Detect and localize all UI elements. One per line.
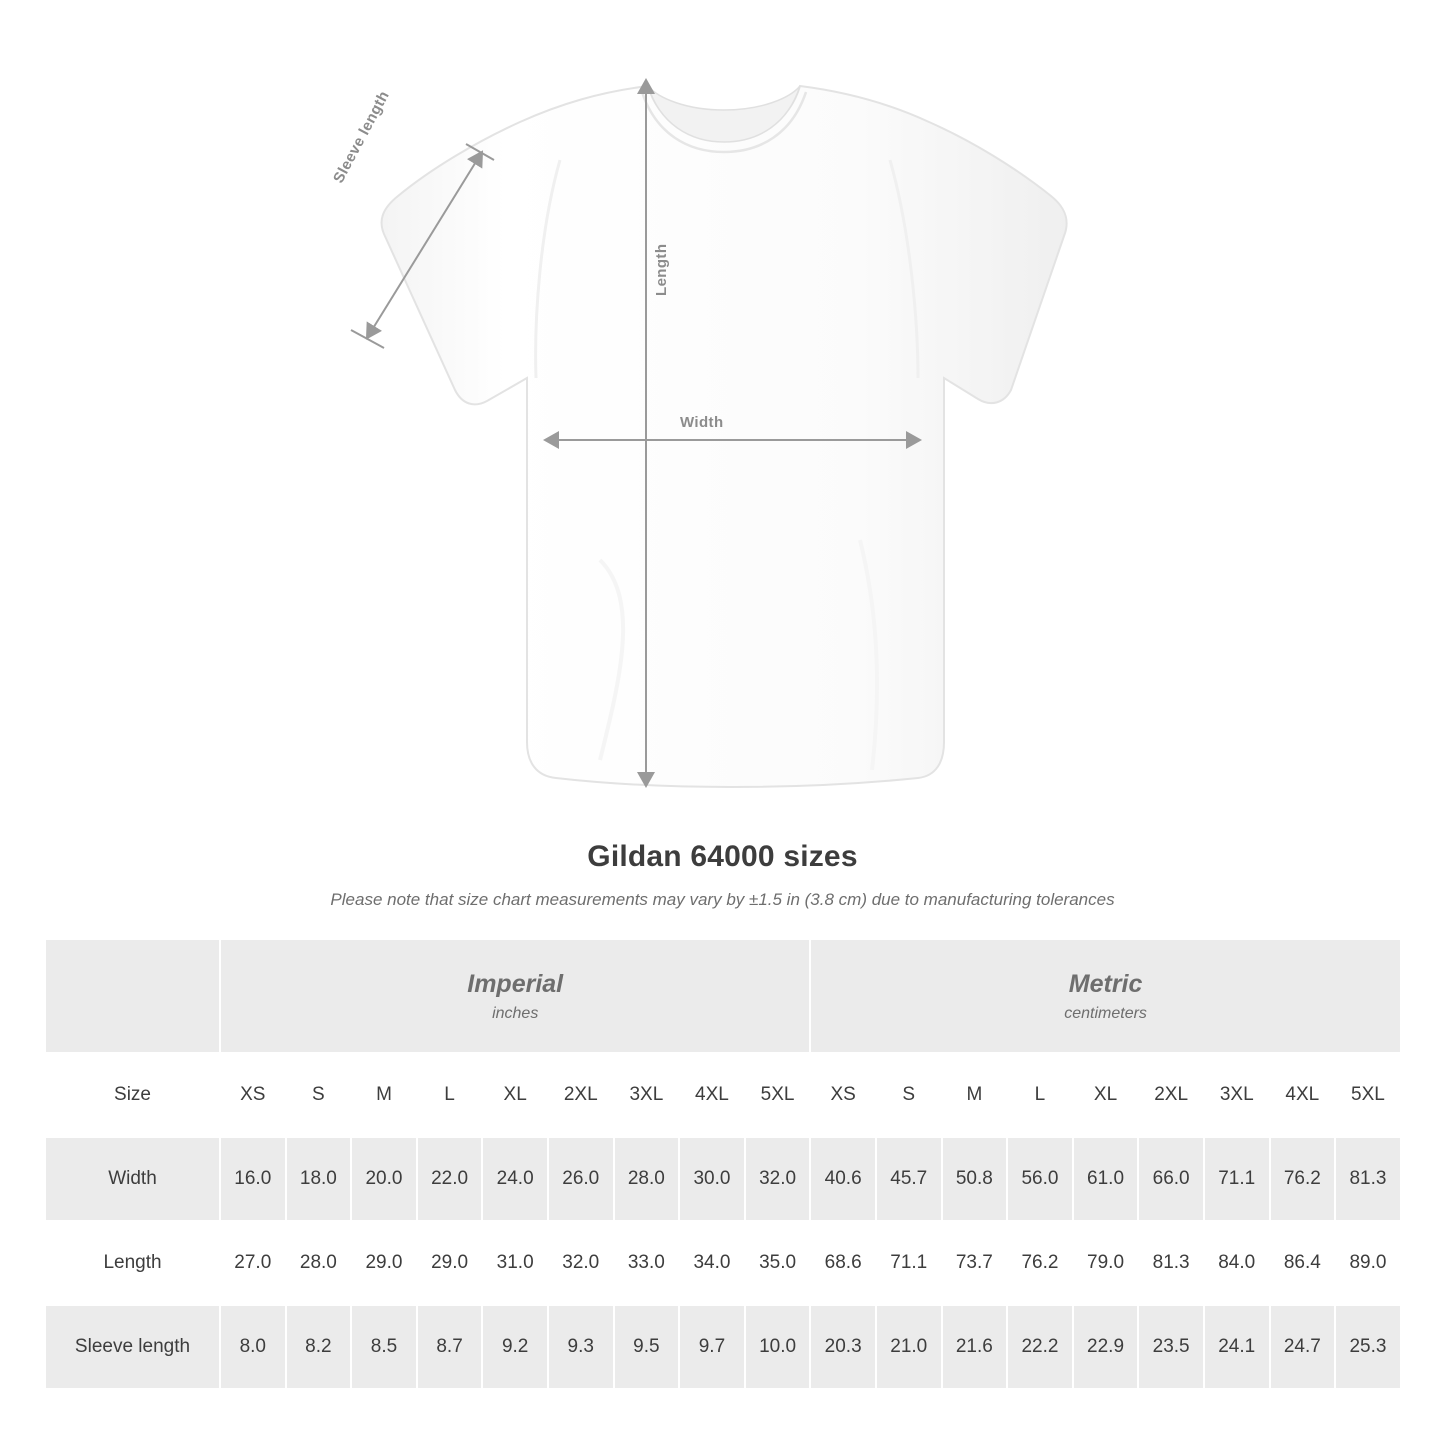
unit-metric-sub: centimeters [1064, 1004, 1147, 1022]
length-met-1: 71.1 [876, 1221, 942, 1305]
size-table-wrap [44, 938, 1401, 1390]
sleeve-imp-5: 9.3 [548, 1305, 614, 1389]
row-label-width: Width [45, 1137, 220, 1221]
sleeve-imp-4: 9.2 [482, 1305, 548, 1389]
row-label-length: Length [45, 1221, 220, 1305]
size-header-met-7: 4XL [1270, 1053, 1336, 1137]
sleeve-met-1: 21.0 [876, 1305, 942, 1389]
length-imp-7: 34.0 [679, 1221, 745, 1305]
unit-imperial-title: Imperial [467, 970, 564, 999]
width-imp-2: 20.0 [351, 1137, 417, 1221]
unit-header-blank [45, 939, 220, 1053]
length-met-3: 76.2 [1007, 1221, 1073, 1305]
length-imp-0: 27.0 [220, 1221, 286, 1305]
sleeve-imp-1: 8.2 [286, 1305, 352, 1389]
sleeve-imp-2: 8.5 [351, 1305, 417, 1389]
sleeve-imp-7: 9.7 [679, 1305, 745, 1389]
width-met-4: 61.0 [1073, 1137, 1139, 1221]
sleeve-met-6: 24.1 [1204, 1305, 1270, 1389]
title-block [0, 840, 1445, 910]
sleeve-imp-8: 10.0 [745, 1305, 811, 1389]
sleeve-met-0: 20.3 [810, 1305, 876, 1389]
size-header-met-1: S [876, 1053, 942, 1137]
length-imp-4: 31.0 [482, 1221, 548, 1305]
sleeve-met-8: 25.3 [1335, 1305, 1401, 1389]
length-met-6: 84.0 [1204, 1221, 1270, 1305]
sleeve-imp-6: 9.5 [614, 1305, 680, 1389]
length-met-8: 89.0 [1335, 1221, 1401, 1305]
width-met-5: 66.0 [1138, 1137, 1204, 1221]
width-met-7: 76.2 [1270, 1137, 1336, 1221]
size-header-imp-7: 4XL [679, 1053, 745, 1137]
sleeve-met-5: 23.5 [1138, 1305, 1204, 1389]
length-met-5: 81.3 [1138, 1221, 1204, 1305]
size-row-label: Size [45, 1053, 220, 1137]
row-label-sleeve-length: Sleeve length [45, 1305, 220, 1389]
length-met-0: 68.6 [810, 1221, 876, 1305]
size-header-imp-4: XL [482, 1053, 548, 1137]
size-header-imp-8: 5XL [745, 1053, 811, 1137]
width-met-0: 40.6 [810, 1137, 876, 1221]
width-met-1: 45.7 [876, 1137, 942, 1221]
width-imp-3: 22.0 [417, 1137, 483, 1221]
length-imp-2: 29.0 [351, 1221, 417, 1305]
size-header-imp-2: M [351, 1053, 417, 1137]
length-label: Length [653, 243, 670, 296]
width-met-2: 50.8 [942, 1137, 1008, 1221]
size-header-met-0: XS [810, 1053, 876, 1137]
width-imp-6: 28.0 [614, 1137, 680, 1221]
length-met-7: 86.4 [1270, 1221, 1336, 1305]
unit-imperial-sub: inches [492, 1004, 539, 1022]
size-header-met-6: 3XL [1204, 1053, 1270, 1137]
size-header-row [45, 1053, 1401, 1137]
size-header-imp-1: S [286, 1053, 352, 1137]
sleeve-met-7: 24.7 [1270, 1305, 1336, 1389]
table-row [45, 1221, 1401, 1305]
length-imp-1: 28.0 [286, 1221, 352, 1305]
width-imp-0: 16.0 [220, 1137, 286, 1221]
unit-header-imperial [220, 939, 810, 1053]
width-imp-5: 26.0 [548, 1137, 614, 1221]
size-header-imp-0: XS [220, 1053, 286, 1137]
unit-metric-title: Metric [1068, 970, 1143, 999]
width-imp-1: 18.0 [286, 1137, 352, 1221]
table-row [45, 1137, 1401, 1221]
size-header-imp-6: 3XL [614, 1053, 680, 1137]
size-chart-table [44, 938, 1402, 1390]
size-header-imp-5: 2XL [548, 1053, 614, 1137]
length-met-2: 73.7 [942, 1221, 1008, 1305]
size-header-met-3: L [1007, 1053, 1073, 1137]
width-met-3: 56.0 [1007, 1137, 1073, 1221]
width-met-8: 81.3 [1335, 1137, 1401, 1221]
length-met-4: 79.0 [1073, 1221, 1139, 1305]
length-imp-3: 29.0 [417, 1221, 483, 1305]
sleeve-met-2: 21.6 [942, 1305, 1008, 1389]
length-imp-6: 33.0 [614, 1221, 680, 1305]
size-header-met-2: M [942, 1053, 1008, 1137]
sleeve-met-3: 22.2 [1007, 1305, 1073, 1389]
page-title: Gildan 64000 sizes [587, 840, 858, 873]
tolerance-note: Please note that size chart measurements may vary by ±1.5 in (3.8 cm) due to manufacturing tolerances [330, 890, 1115, 909]
size-header-met-8: 5XL [1335, 1053, 1401, 1137]
sleeve-met-4: 22.9 [1073, 1305, 1139, 1389]
sleeve-imp-0: 8.0 [220, 1305, 286, 1389]
width-label: Width [680, 414, 724, 431]
size-header-met-5: 2XL [1138, 1053, 1204, 1137]
width-imp-7: 30.0 [679, 1137, 745, 1221]
width-met-6: 71.1 [1204, 1137, 1270, 1221]
length-imp-5: 32.0 [548, 1221, 614, 1305]
sleeve-length-label: Sleeve length [330, 88, 393, 186]
table-row [45, 1305, 1401, 1389]
unit-header-row [45, 939, 1401, 1053]
sleeve-imp-3: 8.7 [417, 1305, 483, 1389]
size-header-imp-3: L [417, 1053, 483, 1137]
width-imp-4: 24.0 [482, 1137, 548, 1221]
unit-header-metric [810, 939, 1400, 1053]
width-imp-8: 32.0 [745, 1137, 811, 1221]
length-imp-8: 35.0 [745, 1221, 811, 1305]
size-header-met-4: XL [1073, 1053, 1139, 1137]
